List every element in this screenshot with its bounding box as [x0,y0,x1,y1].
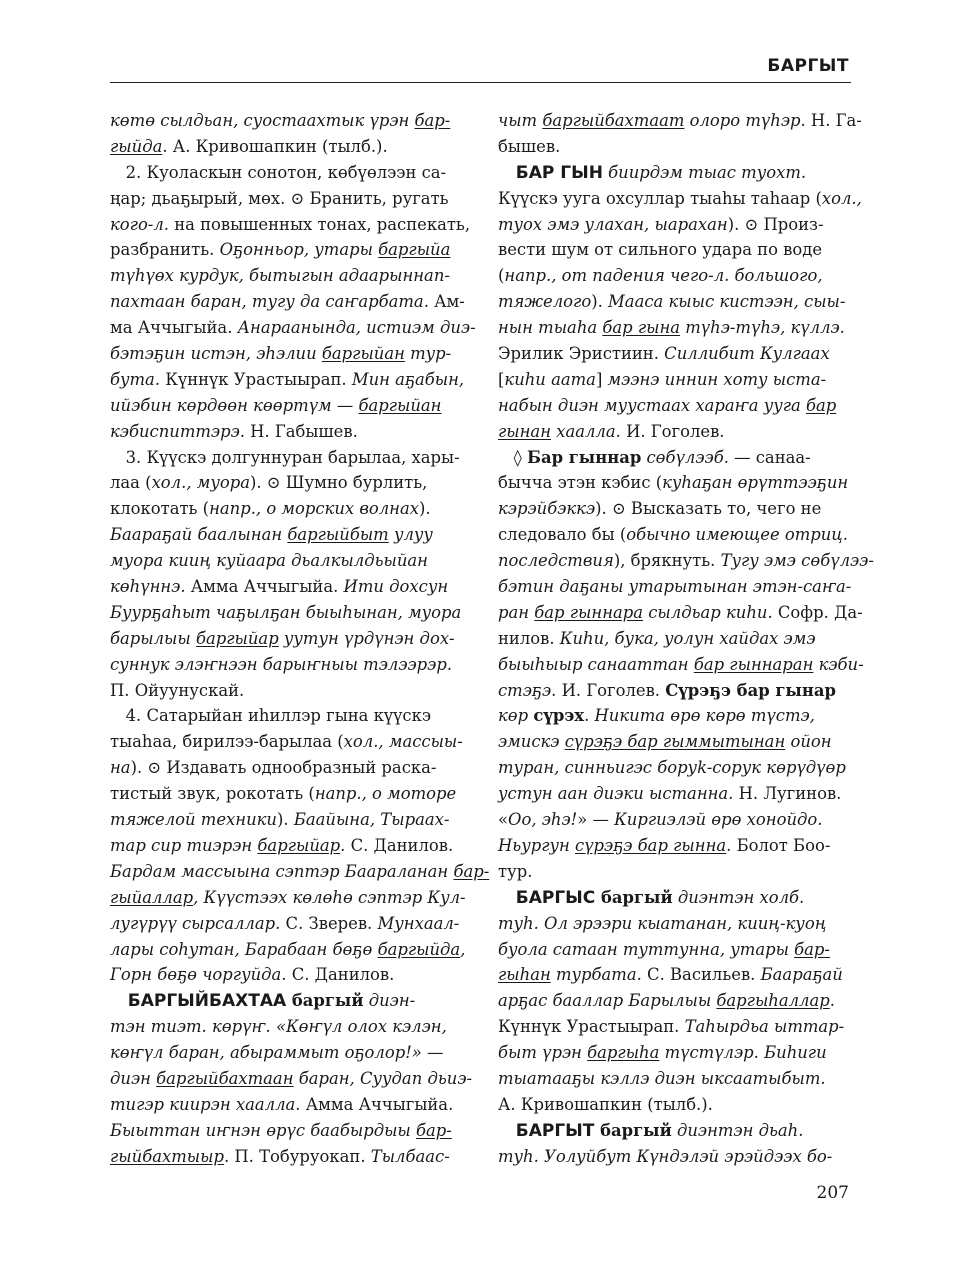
text-line [498,1118,850,1144]
text-run: Быыттан иҥнэн өрүс баабырдыы [110,1120,416,1140]
text-run: тэн тиэт. көрүҥ. «Көҥүл олох кэлэн, [110,1017,447,1037]
text-line [110,108,462,134]
text-run: баргый [595,887,673,907]
text-run: тыатааҕы кэллэ диэн ыксаатыбыт. [498,1068,826,1088]
text-line [498,341,850,367]
text-line [110,755,462,781]
text-run: Бардам массыына сэптэр Баараланан [110,861,454,881]
text-line [110,859,490,885]
text-run: Буурҕаһыт чаҕылҕан быыһынан, муора [110,602,462,622]
text-line [498,393,850,419]
text-line [498,911,850,937]
text-run: [ [498,369,505,389]
text-run: сүрэҕэ бар гынна [575,835,727,855]
text-run: Баараҕай [760,965,843,985]
text-run: ). [419,499,431,519]
text-run: Амма Аччыгыйа. [300,1094,454,1114]
text-line [110,574,462,600]
text-run: . [584,706,595,726]
text-run: хол., массыы- [343,732,463,752]
text-run: тур. [498,861,533,881]
text-run: мээнэ иннин хоту ыста- [607,369,827,389]
text-run: Никита өрө көрө түстэ, [594,706,815,726]
right-column [498,108,874,1170]
text-run: быыһыыр санааттан [498,654,694,674]
text-run: на повышенных тонах, распекать, [169,214,471,234]
text-run: разбранить. [110,240,220,260]
text-line [498,289,850,315]
text-run: бар- [416,1120,452,1140]
text-run: гынан [498,421,551,441]
text-run: последствия [498,551,614,571]
text-run: устун аан диэки ыстанна. [498,784,734,804]
text-run: Мааса кыыс кистээн, сыы- [608,292,846,312]
text-line [110,445,462,471]
text-run: Тугу эмэ сөбүлээ- [720,551,874,571]
text-run: ] [595,369,608,389]
text-run: хол., муора [151,473,250,493]
text-run: санаа- [750,447,811,467]
text-run: Күүскэ ууга охсуллар тыаһы таһаар ( [498,188,822,208]
text-run: ), брякнуть. [613,551,721,571]
text-line [498,937,850,963]
text-run: напр., о морских волнах [209,499,419,519]
text-run: Амма Аччыгыйа. [185,577,344,597]
text-run: диэн- [363,991,416,1011]
text-run: бар гыннара [534,602,644,622]
text-run: баргыйан [358,395,442,415]
text-line [110,367,465,393]
text-line [110,289,465,315]
text-run: Тылбаас- [370,1146,450,1166]
text-run: пахтаан баран, тугу да саҥарбата. [110,292,429,312]
text-line [110,678,462,704]
text-run: улуу [388,525,433,545]
text-run: ). ⊙ Высказать то, чего не [595,499,822,519]
text-line [110,962,462,988]
text-run: нын тыаһа [498,318,603,338]
text-run: Силлибит Кулгаах [664,344,830,364]
text-run: баргыйан [321,344,405,364]
text-line [498,678,850,704]
text-run: сөбүлээб. — [641,447,751,467]
text-run: уутун үрдүнэн дох- [278,628,455,648]
text-run: кого-л. [110,214,169,234]
text-line [110,703,462,729]
text-run: ма Аччыгыйа. [110,318,238,338]
text-line [498,522,850,548]
text-run: 2. Куоласкын сонотон, көбүөлээн са- [110,162,447,182]
text-run: ойон [785,732,832,752]
text-run: тяжелой техники [110,810,277,830]
text-run: баргыйар [257,835,341,855]
text-run: түһүөх курдук, бытыгын адаарыннап- [110,266,450,286]
text-line [498,833,850,859]
text-line [498,600,863,626]
text-run: напр., от падения чего-л. большого, [504,266,823,286]
text-line [110,419,462,445]
text-line [498,807,850,833]
text-run: сүрэҕэ бар гыммытынан [564,732,786,752]
text-line [498,781,850,807]
text-run: көһүннэ. [110,577,186,597]
text-line [110,626,462,652]
text-run: көҥүл баран, абыраммыт оҕолор!» — [110,1043,444,1063]
text-line [498,988,850,1014]
text-run: көтө сылдьан, суостаахтык үрэн [110,111,415,130]
text-run: туһ. Уолуйбут Күндэлэй эрэйдээх бо- [498,1146,833,1166]
text-run: быччa этэн кэбис ( [498,473,663,493]
text-run: буола сатаан туттунна, утары [498,939,795,959]
text-run: А. Кривошапкин (тылб.). [498,1094,713,1114]
text-line [498,626,850,652]
text-line [498,859,850,885]
text-line [498,367,850,393]
text-run: » — [577,810,615,830]
text-run: эмискэ [498,732,565,752]
text-run: сүрэх [533,706,585,726]
entry-headword: БАР ГЫН [498,162,603,183]
text-run: стэҕэ. [498,680,557,700]
text-run: , Күүстээх көлөһө сэптэр Кул- [193,887,466,907]
text-line [498,703,850,729]
text-run: олоро түһэр. [684,111,806,130]
text-line [110,470,462,496]
text-line [498,419,850,445]
text-run: И. Гоголев. [620,421,725,441]
text-run: туран, синньигэс боруk-сорук көрүдүөр [498,758,846,778]
text-run: ◊ [498,447,527,467]
text-line [110,885,466,911]
text-run: Ньургун [498,835,576,855]
text-run: киһи аата [504,369,596,389]
text-run: ). [591,292,609,312]
text-line [498,470,850,496]
text-run: кэбиспиттэрэ. [110,421,245,441]
text-run: ңар; дьаҕырый, мөх. ⊙ Бранить, ругать [110,188,449,208]
text-run: Мунхаал- [377,913,460,933]
text-run: кэрэйбэккэ [498,499,596,519]
text-run: барылыы [110,628,196,648]
text-run: . П. Тобуруокап. [223,1146,371,1166]
text-run: тигэр киирэн хаалла. [110,1094,301,1114]
text-run: П. Ойуунускай. [110,680,245,700]
text-run: Анараанында, истиэм диэ- [237,318,476,338]
text-line [498,729,850,755]
text-run: быт үрэн [498,1043,588,1063]
text-line [110,1092,462,1118]
text-line [498,1014,850,1040]
text-line [110,1118,462,1144]
text-line [110,652,462,678]
text-line [110,807,462,833]
text-line [110,781,462,807]
text-run: туох эмэ улахан, ыарахан [498,214,728,234]
text-run: 4. Сатарыйан иһиллэр гына күүскэ [110,706,432,726]
text-line [110,911,462,937]
text-run: Таһырдьа ыттар- [684,1017,845,1037]
text-run: баргый [594,1120,672,1140]
text-run: бышев. [498,136,561,156]
text-line [498,1144,850,1170]
text-run: бар гына [602,318,681,338]
text-run: Бар гыннар [526,447,642,467]
text-run: суннук элэҥнээн барыҥныы тэлээрэр. [110,654,453,674]
text-run: түһэ-түһэ, күллэ. [680,318,845,338]
text-run: лаа ( [110,473,152,493]
text-line [498,885,850,911]
text-run: . С. Данилов. [340,835,454,855]
text-run: бута. [110,369,161,389]
text-run: ). ⊙ Шумно бурлить, [249,473,428,493]
text-run: Оҕонньор, утары [219,240,379,260]
text-run: бар- [453,861,490,881]
text-run: баргыйбахтаат [542,111,685,130]
text-line [110,315,476,341]
text-line [110,496,462,522]
text-run: кэби- [813,654,864,674]
text-line [110,393,462,419]
text-line [498,1092,850,1118]
text-run: Ити дохсун [343,577,449,597]
text-line [110,186,462,212]
text-run: бар- [794,939,830,959]
text-run: тистый звук, рокотать ( [110,784,315,804]
text-line [110,548,462,574]
text-run: баргыйда [377,939,461,959]
text-run: С. Зверев. [280,913,378,933]
text-run: Сүрэҕэ бар гынар [665,680,836,700]
page-number: 207 [816,1183,849,1203]
text-run: Күннүк Урастыырап. [160,369,352,389]
running-header: БАРГЫТ [767,56,849,76]
text-run: на [110,758,131,778]
text-line [110,1066,473,1092]
text-run: Горн бөҕө чоргуйда. [110,965,287,985]
text-line [498,445,850,471]
text-run: биирдэм тыас туохт. [602,162,807,182]
text-run: следовало бы ( [498,525,627,545]
text-run: баргыһаллар [716,991,830,1011]
text-line [498,160,850,186]
text-run: чыт [498,111,543,130]
text-run: туһ. Ол эрээри кыатанан, кииң-куоң [498,913,827,933]
text-line [498,237,850,263]
text-line [110,937,466,963]
text-run: сылдьар киһи. [643,602,773,622]
text-run: Н. Габышев. [244,421,358,441]
text-run: клокотать ( [110,499,210,519]
text-run: . А. Кривошапкин (тылб.). [162,136,388,156]
text-run: арҕас бааллар Барылыы [498,991,717,1011]
text-run: баргыйбахтаан [156,1068,294,1088]
text-line [498,108,862,134]
text-run: Күннүк Урастыырап. [498,1017,685,1037]
text-line [498,212,850,238]
left-column [110,108,490,1170]
text-run: баргыйбыт [287,525,389,545]
text-line [110,134,462,160]
text-run: турбата. [550,965,642,985]
text-run: Киргиэлэй өрө хонойдо. [614,810,823,830]
text-line [110,160,462,186]
entry-headword: БАРГЫС [498,887,596,908]
text-run: диэнтэн холб. [672,887,805,907]
text-run: . [829,991,835,1011]
text-run: бар гыннаран [693,654,814,674]
text-line [498,186,862,212]
text-run: баргый [286,991,364,1011]
text-line [498,263,850,289]
text-run: , [460,939,466,959]
text-run: . Болот Боо- [726,835,831,855]
text-run: набын диэн муустаах хараҥа ууга [498,395,806,415]
text-line [498,134,850,160]
text-run: бэтин даҕаны утарытынан этэн-саҥа- [498,577,852,597]
text-run: вести шум от сильного удара по воде [498,240,823,260]
text-run: тар сир тиэрэн [110,835,258,855]
text-run: муора кииң куйаара дьалкылдьыйан [110,551,428,571]
text-run: хаалла. [551,421,621,441]
text-line [110,1014,462,1040]
text-run: баргыйар [195,628,279,648]
text-run: гыһан [498,965,551,985]
text-run: напр., о моторе [314,784,457,804]
text-run: ран [498,602,535,622]
text-line [110,1040,462,1066]
text-run: С. Данилов. [286,965,395,985]
text-line [498,755,850,781]
text-line [498,1040,850,1066]
text-run: бэтэҕин истэн, эһэлии [110,344,322,364]
text-line [110,522,462,548]
text-run: гыйаллар [110,887,194,907]
text-run: « [498,810,509,830]
entry-headword: БАРГЫЙБАХТАА [110,991,287,1012]
text-run: Эрилик Эристиин. [498,344,665,364]
text-run: обычно имеющее отриц. [626,525,848,545]
text-run: лары соһутан, Барабаан бөҕө [110,939,378,959]
text-run: тыаһаа, бирилээ-барылаа ( [110,732,344,752]
text-run: ( [498,266,505,286]
text-run: Оо, эһэ! [508,810,578,830]
text-run: гыйбахтыыр [110,1146,224,1166]
text-line [110,263,462,289]
text-run: бар [805,395,837,415]
text-line [498,652,864,678]
text-line [110,1144,462,1170]
text-run: ). ⊙ Издавать однообразный раска- [130,758,437,778]
text-run: баран, Суудап дьиэ- [293,1068,473,1088]
text-run: хол., [821,188,862,208]
text-run: диэнтэн дьаһ. [671,1120,804,1140]
text-line [498,1066,850,1092]
text-run: гыйда [110,136,163,156]
text-run: Мин аҕабын, [351,369,465,389]
text-line [498,574,850,600]
text-line [110,237,462,263]
text-line [498,962,850,988]
text-run: ). [276,810,294,830]
text-run: ). ⊙ Произ- [727,214,824,234]
text-run: бар- [414,111,451,130]
text-line [498,496,850,522]
text-run: диэн [110,1068,157,1088]
text-run: баргыһа [587,1043,660,1063]
text-run: куһаҕан өрүттээҕин [662,473,849,493]
text-run: С. Васильев. [641,965,761,985]
text-run: Ам- [428,292,465,312]
text-run: баргыйа [378,240,451,260]
text-run: көр [498,706,534,726]
text-line [110,341,462,367]
text-line [110,212,471,238]
text-line [110,988,462,1014]
text-run: И. Гоголев. [556,680,666,700]
text-run: лугүрүү сырсаллар. [110,913,281,933]
text-run: Н. Лугинов. [733,784,842,804]
text-run: Баайына, Тыраах- [293,810,450,830]
text-line [110,600,462,626]
header-rule [110,82,851,83]
text-run: 3. Күүскэ долгуннуран барылаа, хары- [110,447,460,467]
text-line [498,548,874,574]
text-run: Баараҕай баалынан [110,525,288,545]
text-run: тяжелого [498,292,592,312]
text-run: ийэбин көрдөөн көөртүм — [110,395,359,415]
text-run: түстүлэр. Биһиги [659,1043,827,1063]
text-run: тур- [404,344,452,364]
text-line [110,729,462,755]
text-run: Н. Га- [805,111,862,130]
text-line [110,833,462,859]
entry-headword: БАРГЫТ [498,1120,595,1141]
text-run: Софр. Да- [772,602,863,622]
text-line [498,315,850,341]
text-run: нилов. [498,628,560,648]
text-run: Киһи, бука, уолун хайдах эмэ [559,628,816,648]
